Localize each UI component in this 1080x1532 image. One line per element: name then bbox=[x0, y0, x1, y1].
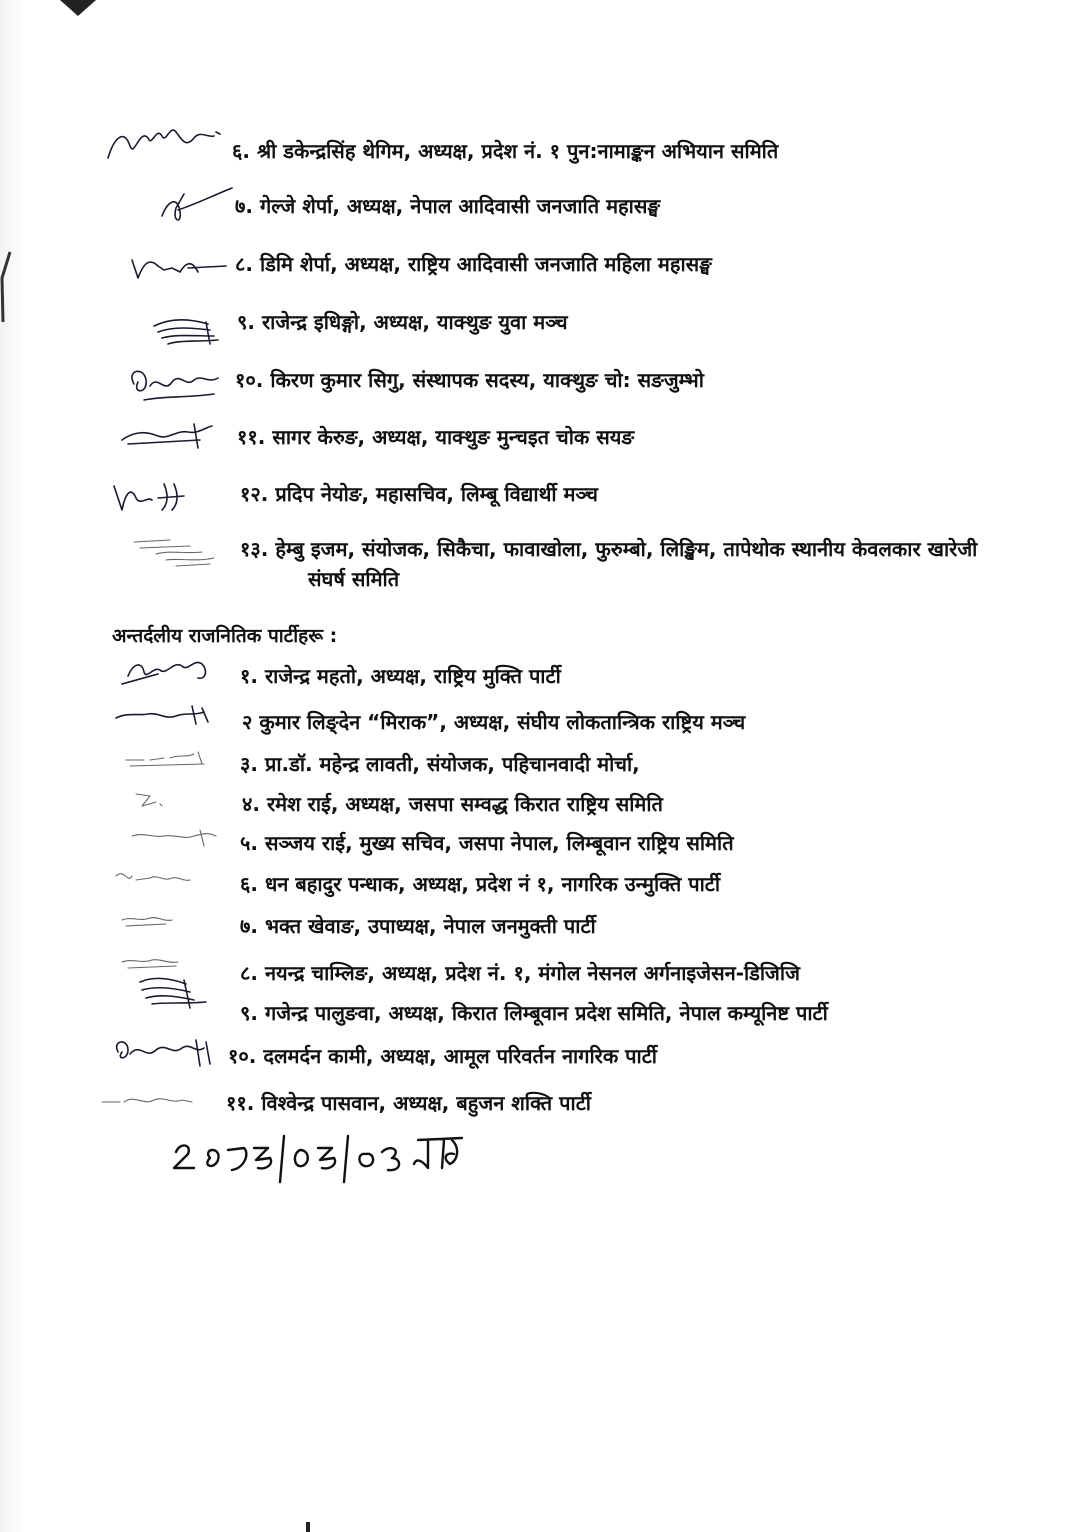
scan-bottom-mark bbox=[306, 1522, 310, 1532]
list-item-2-8: ८. नयन्द्र चाम्लिङ, अध्यक्ष, प्रदेश नं. १, मंगोल नेसनल अर्गनाइजेसन-डिजिजि bbox=[240, 961, 800, 985]
signature-1-8 bbox=[128, 252, 228, 282]
signature-2-10 bbox=[110, 1036, 216, 1070]
signature-2-1 bbox=[118, 650, 218, 690]
section-heading: अन्तर्दलीय राजनितिक पार्टीहरू : bbox=[112, 625, 338, 647]
list-item-2-9: ९. गजेन्द्र पालुङवा, अध्यक्ष, किरात लिम्बूवान प्रदेश समिति, नेपाल कम्यूनिष्ट पार्टी bbox=[240, 1001, 828, 1025]
list-item-1-11: ११. सागर केरुङ, अध्यक्ष, याक्थुङ मुन्चइत चोक सयङ bbox=[237, 425, 635, 449]
signature-1-9 bbox=[148, 310, 228, 348]
scan-edge-mark bbox=[0, 248, 12, 328]
signature-2-5 bbox=[130, 826, 220, 850]
list-item-2-11: ११. विश्वेन्द्र पासवान, अध्यक्ष, बहुजन शक्ति पार्टी bbox=[226, 1091, 591, 1115]
list-item-1-13-continuation: संघर्ष समिति bbox=[308, 567, 400, 591]
list-item-2-1: १. राजेन्द्र महतो, अध्यक्ष, राष्ट्रिय मुक्ति पार्टी bbox=[240, 664, 561, 688]
signature-2-4 bbox=[132, 788, 172, 812]
list-item-1-7: ७. गेल्जे शेर्पा, अध्यक्ष, नेपाल आदिवासी जनजाति महासङ्घ bbox=[235, 194, 661, 218]
list-item-2-3: ३. प्रा.डॉ. महेन्द्र लावती, संयोजक, पहिचानवादी मोर्चा, bbox=[240, 752, 640, 776]
list-item-1-8: ८. डिमि शेर्पा, अध्यक्ष, राष्ट्रिय आदिवासी जनजाति महिला महासङ्घ bbox=[235, 252, 712, 276]
scan-edge-shadow bbox=[0, 0, 26, 1532]
signature-2-9 bbox=[134, 972, 214, 1012]
list-item-2-6: ६. धन बहादुर पन्धाक, अध्यक्ष, प्रदेश नं १, नागरिक उन्मुक्ति पार्टी bbox=[240, 872, 721, 896]
list-item-1-10: १०. किरण कुमार सिगु, संस्थापक सदस्य, याक्थुङ चो: सङजुम्भो bbox=[235, 368, 704, 392]
list-item-2-7: ७. भक्त खेवाङ, उपाध्यक्ष, नेपाल जनमुक्ती पार्टी bbox=[240, 914, 596, 938]
list-item-2-4: ४. रमेश राई, अध्यक्ष, जसपा सम्वद्ध किरात राष्ट्रिय समिति bbox=[242, 792, 663, 816]
signature-2-11 bbox=[100, 1090, 200, 1112]
list-item-2-5: ५. सञ्जय राई, मुख्य सचिव, जसपा नेपाल, लिम्बूवान राष्ट्रिय समिति bbox=[240, 831, 734, 855]
signature-1-11 bbox=[118, 420, 218, 450]
signature-1-6 bbox=[104, 118, 234, 168]
signature-1-10 bbox=[124, 364, 224, 408]
list-item-1-9: ९. राजेन्द्र इधिङ्गो, अध्यक्ष, याक्थुङ युवा मञ्च bbox=[237, 310, 568, 334]
list-item-1-13: १३. हेम्बु इजम, संयोजक, सिकैचा, फावाखोला, फुरुम्बो, लिङ्खिम, तापेथोक स्थानीय केवलकार खारेजी bbox=[240, 537, 978, 561]
signature-2-6 bbox=[114, 866, 194, 890]
list-item-1-6: ६. श्री डकेन्द्रसिंह थेगिम, अध्यक्ष, प्रदेश नं. १ पुन:नामाङ्कन अभियान समिति bbox=[232, 139, 779, 163]
handwritten-date bbox=[170, 1128, 470, 1188]
signature-2-7 bbox=[118, 908, 178, 932]
signature-2-3 bbox=[124, 746, 214, 770]
signature-2-8 bbox=[118, 952, 188, 974]
signature-2-2 bbox=[112, 702, 212, 730]
signature-1-12 bbox=[108, 476, 198, 516]
signature-1-13 bbox=[130, 536, 220, 570]
list-item-1-12: १२. प्रदिप नेयोङ, महासचिव, लिम्बू विद्यार्थी मञ्च bbox=[240, 482, 598, 506]
scan-corner-mark bbox=[58, 0, 98, 18]
signature-1-7 bbox=[156, 186, 236, 228]
list-item-2-2: २ कुमार लिङ्देन “मिराक”, अध्यक्ष, संघीय लोकतान्त्रिक राष्ट्रिय मञ्च bbox=[242, 710, 746, 734]
list-item-2-10: १०. दलमर्दन कामी, अध्यक्ष, आमूल परिवर्तन नागरिक पार्टी bbox=[228, 1044, 657, 1068]
